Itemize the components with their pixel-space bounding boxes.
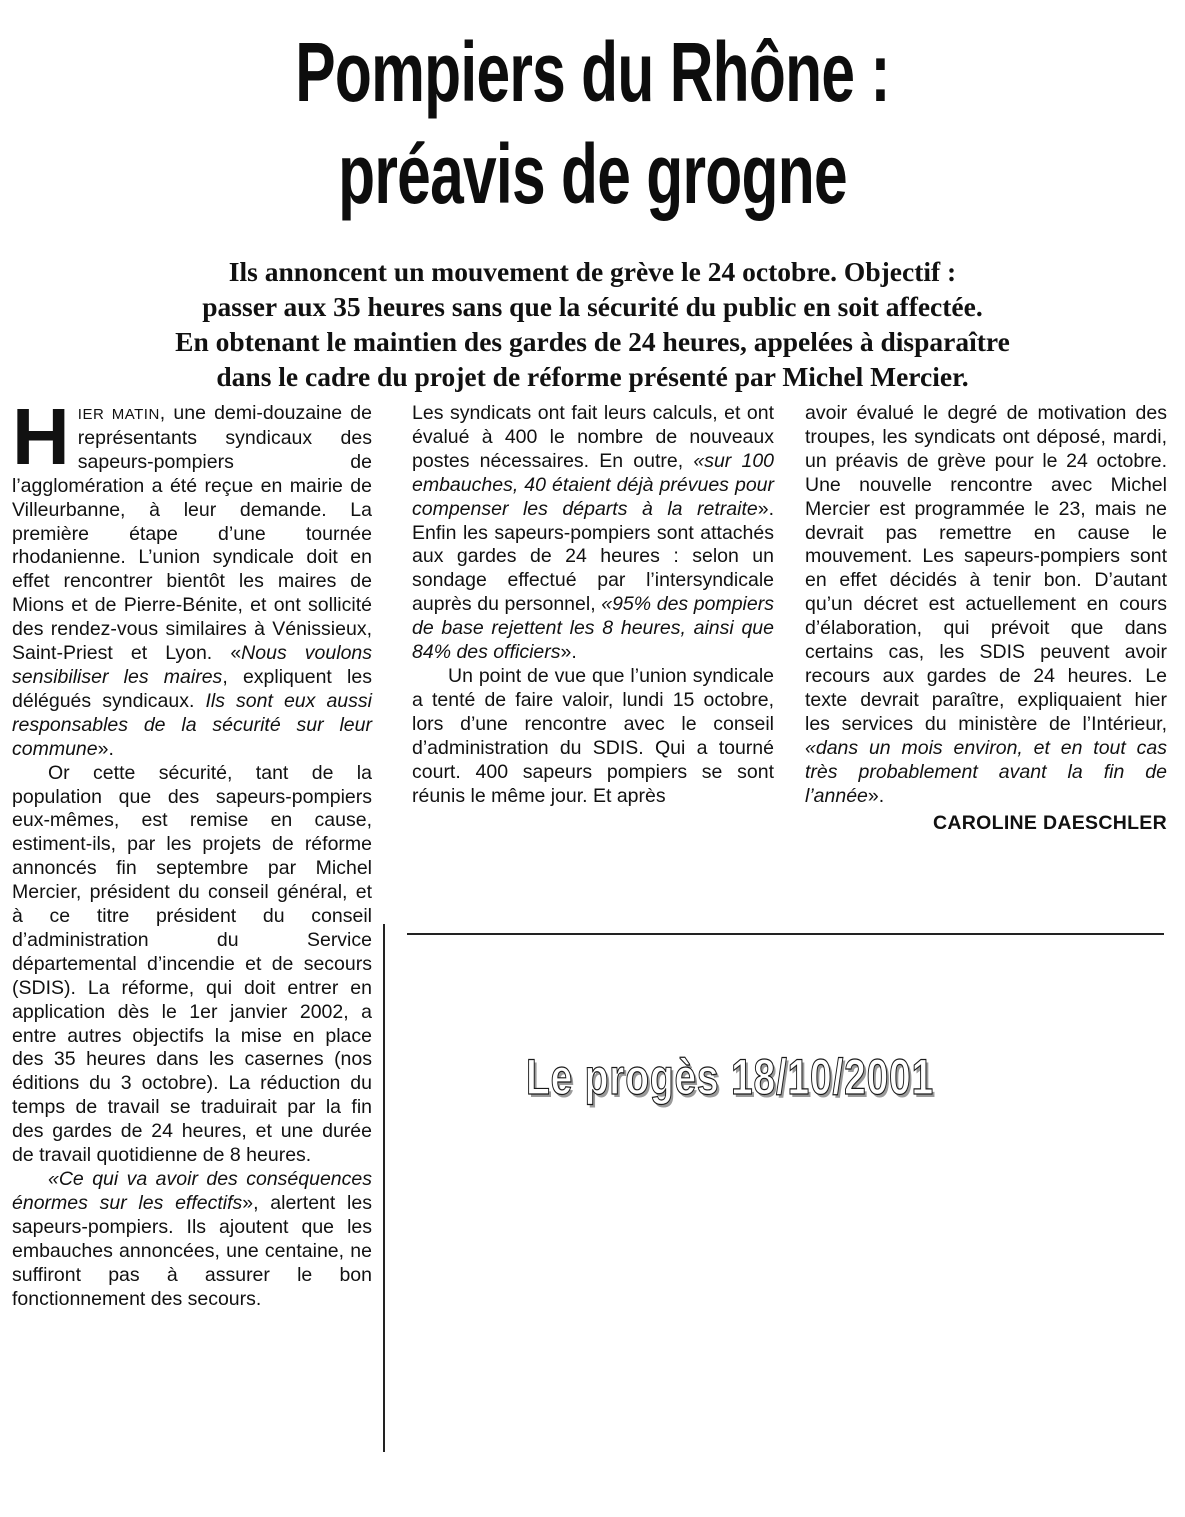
article-column-1 [12,392,373,1311]
paragraph-5-part-1: Un point de vue que l’union syndicale a tenté de faire valoir, lundi 15 octobre, lors d’une rencontre avec le conseil d’administration du SDIS. Qui a tourné court. 400 sapeurs pompiers se sont réunis le même jour. Et après [412,664,774,807]
column-rule [383,924,385,1452]
paragraph-2: Or cette sécurité, tant de la population que des sapeurs-pompiers eux-mêmes, est remise en cause, estiment-ils, par les projets de réforme annoncés fin septembre par Michel Mercier, président du conseil général, et à ce titre président du conseil d’administration du Service départemental d’incendie et de secours (SDIS). La réforme, qui doit entrer en application dès le 1er janvier 2002, a entre autres objectifs la mise en place des 35 heures dans les casernes (nos éditions du 3 octobre). La réduction du temps de travail se traduirait par la fin des gardes de 24 heures, et une durée de travail quotidienne de 8 heures. [12,761,372,1167]
drop-cap: H [12,392,70,481]
quote-1: Nous voulons sensibiliser les maires [12,642,373,688]
quote-4: «sur 100 embauches, 40 étaient déjà prévues pour compenser les départs à la retraite [412,449,775,520]
paragraph-1-mid: , expliquent les délégués syndicaux. [12,665,372,712]
quote-6: «dans un mois environ, et en tout cas très probablement avant la fin de l’année [805,736,1167,807]
deck-line-4: dans le cadre du projet de réforme présenté par Michel Mercier. [216,361,969,392]
paragraph-5-part-2 [805,402,1167,808]
article-column-3 [805,402,1167,836]
quote-3: «Ce qui va avoir des conséquences énormes sur les effectifs [12,1168,372,1214]
paragraph-4-start: Les syndicats ont fait leurs calculs, et ont évalué à 400 le nombre de nouveaux postes nécessaires. En outre, [412,402,774,472]
article-column-2 [412,402,774,808]
section-rule [407,933,1164,935]
paragraph-5-cont: avoir évalué le degré de motivation des troupes, les syndicats ont déposé, mardi, un préavis de grève pour le 24 octobre. Une nouvelle rencontre avec Michel Mercier est programmée le 23, mais ne devrait pas remettre en cause le mouvement. Les sapeurs-pompiers sont en effet décidés à tenir bon. D’autant qu’un décret est actuellement en cours d’élaboration, qui prévoit que dans certains cas, les SDIS peuvent avoir recours aux gardes de 24 heures. Le texte devrait paraître, expliquaient hier les services du ministère de l’Intérieur, [805,402,1167,735]
paragraph-5-end: ». [867,784,885,807]
byline: CAROLINE DAESCHLER [933,812,1167,835]
paragraph-1-end: ». [97,737,114,760]
quote-5: «95% des pompiers de base rejettent les 8 heures, ainsi que 84% des officiers [412,593,774,664]
lead-caps: IER MATIN [77,406,160,423]
paragraph-1-text: , une demi-douzaine de représentants syndicaux des sapeurs-pompiers de l’agglomération a été reçue en mairie de Villeurbanne, à leur demande. La première étape d’une tournée rhodanienne. L’union syndicale doit en effet rencontrer bientôt les maires de Mions et de Pierre-Bénite, et ont sollicité des rendez-vous similaires à Vénissieux, Saint-Priest et Lyon. « [12,402,372,665]
deck-line-3: En obtenant le maintien des gardes de 24 heures, appelées à disparaître [175,326,1010,357]
quote-2: Ils sont eux aussi responsables de la sécurité sur leur commune [12,689,372,760]
deck-line-1: Ils annoncent un mouvement de grève le 24 octobre. Objectif : [228,256,957,287]
paragraph-4-end: ». [560,641,577,664]
paragraph-3-text: », alertent les sapeurs-pompiers. Ils ajoutent que les embauches annoncées, une centaine, ne suffiront pas à assurer le bon fonctionnement des secours. [12,1191,372,1310]
headline-line-1: Pompiers du Rhône : [295,25,890,119]
paragraph-4-mid: ». Enfin les sapeurs-pompiers sont attachés aux gardes de 24 heures : selon un sondage effectué par l’intersyndicale auprès du personnel, [412,497,774,616]
source-stamp: Le progès 18/10/2001 [525,1049,934,1105]
article-deck [60,254,1125,394]
headline-line-2: préavis de grogne [338,127,847,221]
paragraph-3 [12,1168,372,1311]
paragraph-lead [12,392,373,762]
paragraph-4 [412,402,774,665]
deck-line-2: passer aux 35 heures sans que la sécurité du public en soit affectée. [202,291,983,322]
